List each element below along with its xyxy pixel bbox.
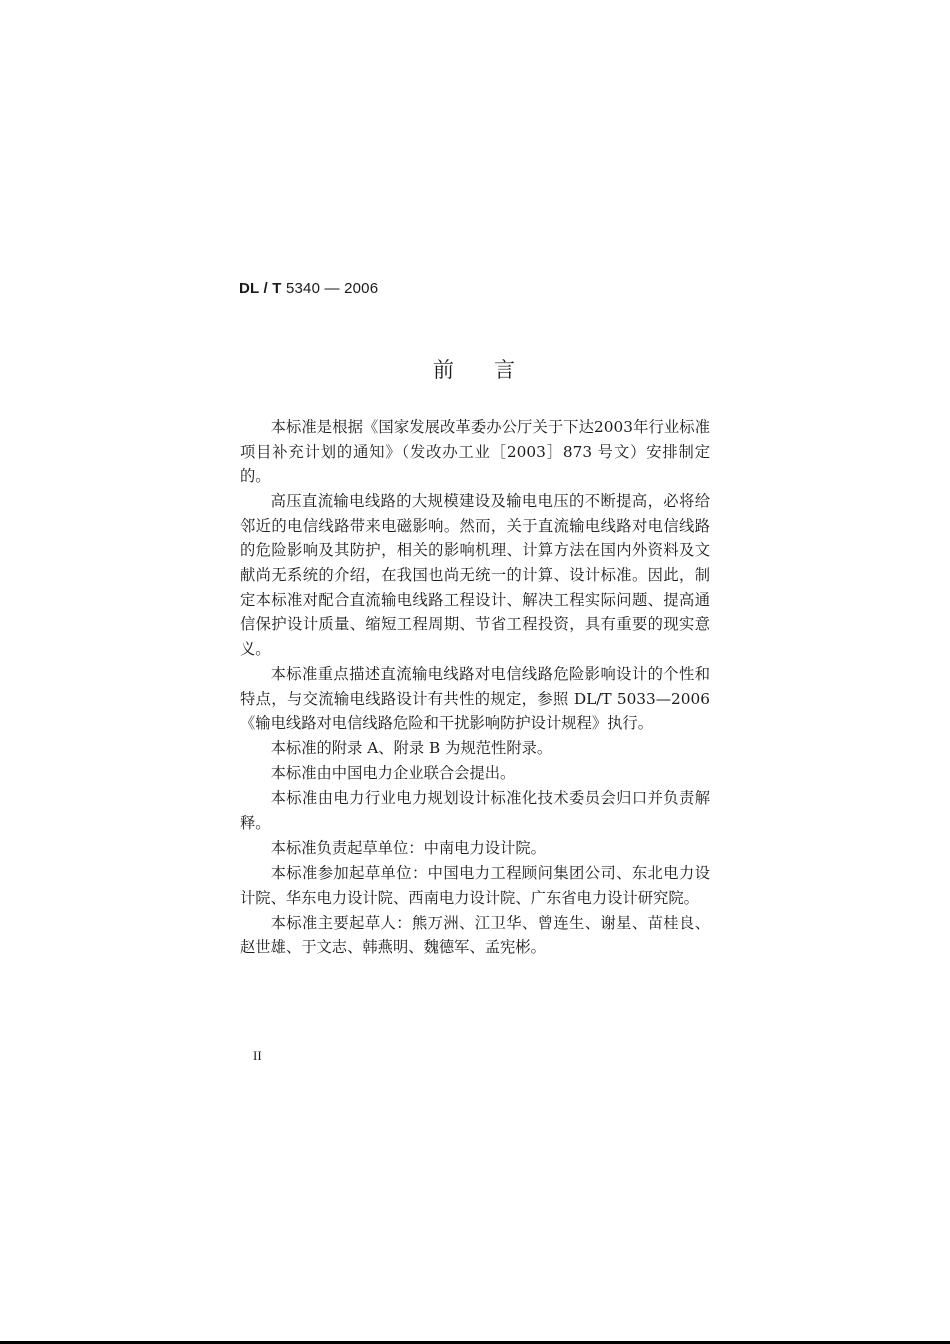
paragraph-participating-drafters: 本标准参加起草单位：中国电力工程顾问集团公司、东北电力设计院、华东电力设计院、西南电力设计院、广东省电力设计研究院。 (240, 864, 710, 907)
page-number: II (253, 1048, 262, 1063)
paragraph-appendix: 本标准的附录 A、附录 B 为规范性附录。 (270, 739, 553, 758)
standard-code (239, 280, 378, 297)
page-title: 前言 (433, 358, 555, 382)
paragraph-scope: 本标准重点描述直流输电线路对电信线路危险影响设计的个性和特点，与交流输电线路设计有共性的规定，参照 DL/T 5033—2006《输电线路对电信线路危险和干扰影响防护设计规程》执行。 (240, 664, 710, 733)
paragraph-administrator: 本标准由电力行业电力规划设计标准化技术委员会归口并负责解释。 (240, 789, 710, 832)
paragraph-background: 高压直流输电线路的大规模建设及输电电压的不断提高，必将给邻近的电信线路带来电磁影响。然而，关于直流输电线路对电信线路的危险影响及其防护，相关的影响机理、计算方法在国内外资料及文献尚无系统的介绍，在我国也尚无统一的计算、设计标准。因此，制定本标准对配合直流输电线路工程设计、解决工程实际问题、提高通信保护设计质量、缩短工程周期、节省工程投资，具有重要的现实意义。 (240, 492, 710, 658)
paragraph-main-authors: 本标准主要起草人：熊万洲、江卫华、曾连生、谢星、苗桂良、赵世雄、于文志、韩燕明、魏德军、孟宪彬。 (240, 913, 710, 957)
standard-number: 5340 — 2006 (285, 280, 379, 297)
foreword-body (240, 415, 710, 961)
paragraph-proposer: 本标准由中国电力企业联合会提出。 (270, 764, 516, 783)
paragraph-plan-source: 本标准是根据《国家发展改革委办公厅关于下达2003年行业标准项目补充计划的通知》（发改办工业［2003］873 号文）安排制定的。 (240, 418, 710, 486)
paragraph-lead-drafter: 本标准负责起草单位：中南电力设计院。 (270, 839, 546, 858)
standard-prefix: DL / T (239, 280, 282, 297)
